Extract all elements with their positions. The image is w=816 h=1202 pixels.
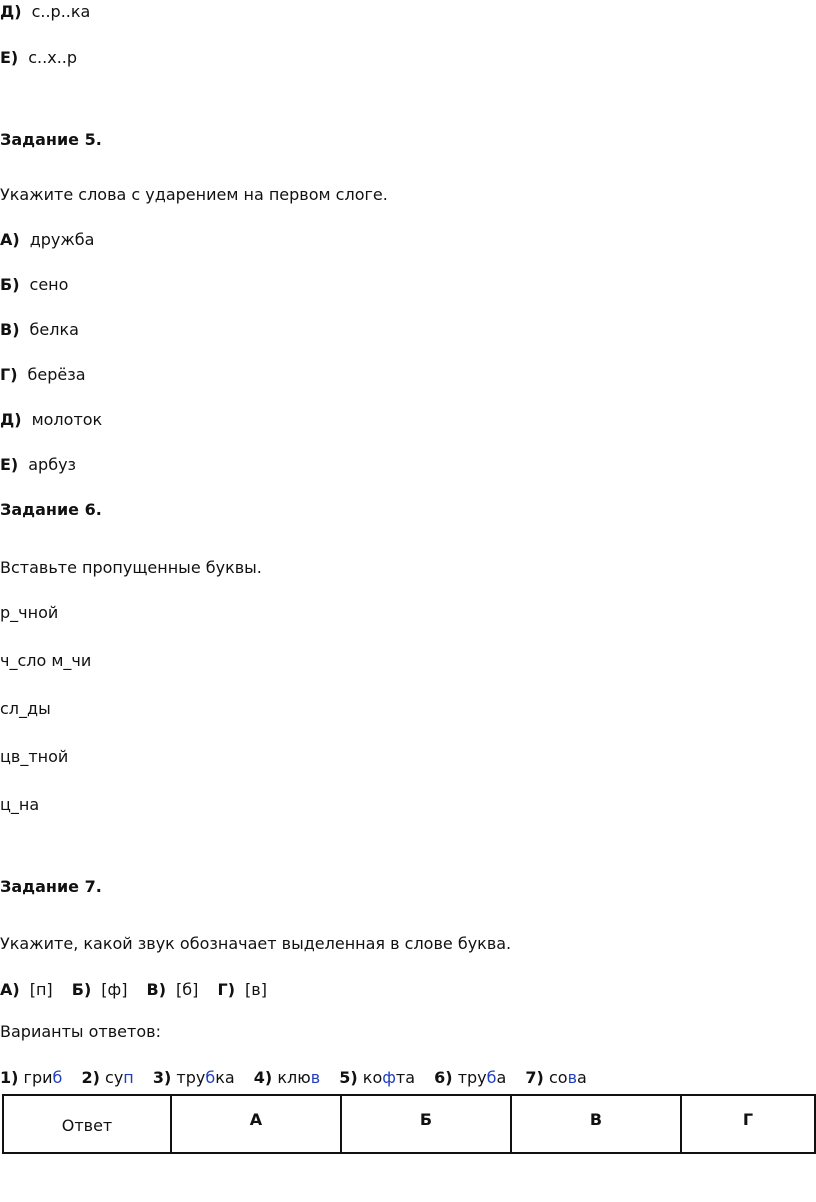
task7-instruction: Укажите, какой звук обозначает выделенная в слове буква. (0, 934, 512, 953)
option-text: с..р..ка (31, 2, 91, 21)
answer-cell-a[interactable]: А (171, 1095, 341, 1153)
answer-table (2, 1094, 816, 1154)
task7-word-list (0, 1068, 587, 1088)
answer-label-cell: Ответ (3, 1095, 171, 1153)
word-suffix: ка (215, 1068, 235, 1087)
answer-cell-v[interactable]: В (511, 1095, 681, 1153)
option-text: молоток (31, 410, 103, 429)
sound-text: [б] (176, 980, 199, 999)
word-highlight-letter: б (205, 1068, 216, 1087)
word-number: 1) (0, 1068, 19, 1087)
answer-cell-g[interactable]: Г (681, 1095, 815, 1153)
option-text: арбуз (28, 455, 77, 474)
word-suffix: та (395, 1068, 416, 1087)
option-e-top (0, 48, 77, 68)
word-highlight-letter: п (123, 1068, 134, 1087)
word-prefix: тру (176, 1068, 206, 1087)
option-letter: Г) (217, 980, 236, 999)
option-letter: Г) (0, 365, 18, 384)
word-prefix: со (548, 1068, 568, 1087)
word-number: 7) (525, 1068, 544, 1087)
option-letter: Е) (0, 48, 19, 67)
word-suffix: а (496, 1068, 507, 1087)
task5-option-a (0, 230, 94, 250)
task5-option-v (0, 320, 79, 340)
option-text: с..х..р (28, 48, 78, 67)
answer-cell-b[interactable]: Б (341, 1095, 511, 1153)
option-text: берёза (27, 365, 86, 384)
option-letter: В) (146, 980, 167, 999)
table-row (3, 1095, 815, 1153)
option-text: сено (29, 275, 69, 294)
task5-title: Задание 5. (0, 130, 102, 149)
task5-option-g (0, 365, 86, 385)
word-highlight-letter: в (567, 1068, 577, 1087)
task5-option-e (0, 455, 76, 475)
option-d-top (0, 2, 90, 22)
sound-text: [п] (29, 980, 53, 999)
word-prefix: тру (457, 1068, 487, 1087)
word-prefix: су (105, 1068, 124, 1087)
task5-option-d (0, 410, 102, 430)
option-letter: А) (0, 230, 20, 249)
word-number: 4) (253, 1068, 273, 1087)
option-letter: Д) (0, 410, 22, 429)
word-number: 5) (339, 1068, 358, 1087)
word-highlight-letter: в (310, 1068, 321, 1087)
option-text: белка (29, 320, 79, 339)
task6-word: сл_ды (0, 699, 51, 718)
option-text: дружба (29, 230, 95, 249)
option-letter: Е) (0, 455, 19, 474)
word-highlight-letter: б (486, 1068, 497, 1087)
task6-instruction: Вставьте пропущенные буквы. (0, 558, 262, 577)
word-prefix: гри (23, 1068, 53, 1087)
task7-sound-options (0, 980, 267, 1000)
task7-variants-label: Варианты ответов: (0, 1022, 161, 1041)
word-number: 2) (81, 1068, 100, 1087)
word-prefix: клю (277, 1068, 311, 1087)
word-highlight-letter: ф (382, 1068, 396, 1087)
sound-text: [ф] (101, 980, 128, 999)
task7-title: Задание 7. (0, 877, 102, 896)
word-highlight-letter: б (52, 1068, 63, 1087)
word-number: 3) (152, 1068, 172, 1087)
word-suffix: а (577, 1068, 587, 1087)
task6-word: ч_сло м_чи (0, 651, 92, 670)
task6-title: Задание 6. (0, 500, 102, 519)
task6-word: р_чной (0, 603, 59, 622)
option-letter: В) (0, 320, 20, 339)
task6-word: ц_на (0, 795, 40, 814)
sound-text: [в] (245, 980, 267, 999)
option-letter: Б) (71, 980, 92, 999)
option-letter: Д) (0, 2, 22, 21)
option-letter: Б) (0, 275, 20, 294)
task6-word: цв_тной (0, 747, 69, 766)
word-number: 6) (434, 1068, 453, 1087)
word-prefix: ко (362, 1068, 383, 1087)
task5-option-b (0, 275, 68, 295)
task5-instruction: Укажите слова с ударением на первом слоге. (0, 185, 388, 204)
option-letter: А) (0, 980, 20, 999)
